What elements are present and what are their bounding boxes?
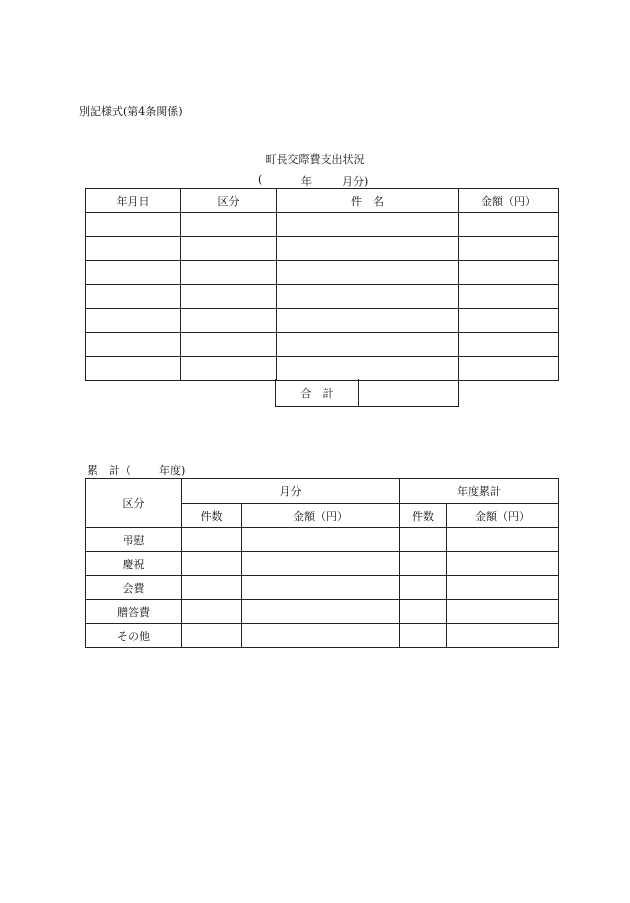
document-title: 町長交際費支出状況	[265, 153, 365, 166]
header-category: 区分	[86, 479, 182, 528]
header-month-count: 件数	[182, 504, 242, 528]
total-amount-cell[interactable]	[359, 379, 459, 407]
cell-year-count[interactable]	[400, 528, 447, 552]
header-category: 区分	[181, 189, 277, 213]
cell-subject[interactable]	[277, 261, 459, 285]
cell-date[interactable]	[86, 357, 181, 381]
cell-amount[interactable]	[459, 333, 559, 357]
cell-month-amount[interactable]	[242, 600, 400, 624]
cell-category[interactable]	[181, 213, 277, 237]
cell-amount[interactable]	[459, 357, 559, 381]
cell-date[interactable]	[86, 261, 181, 285]
table-row	[86, 552, 559, 576]
cell-month-amount[interactable]	[242, 624, 400, 648]
cell-subject[interactable]	[277, 285, 459, 309]
cell-month-count[interactable]	[182, 624, 242, 648]
table-row	[86, 309, 559, 333]
expense-table-header	[86, 189, 559, 213]
cell-month-amount[interactable]	[242, 552, 400, 576]
table-row	[86, 576, 559, 600]
cell-amount[interactable]	[459, 261, 559, 285]
cell-amount[interactable]	[459, 213, 559, 237]
cell-date[interactable]	[86, 309, 181, 333]
header-year-count: 件数	[400, 504, 447, 528]
header-subject: 件 名	[277, 189, 459, 213]
cell-year-count[interactable]	[400, 624, 447, 648]
cell-year-amount[interactable]	[447, 528, 559, 552]
cell-category[interactable]	[181, 237, 277, 261]
table-row	[86, 285, 559, 309]
table-row	[86, 333, 559, 357]
header-month-group: 月分	[182, 479, 400, 504]
cell-year-count[interactable]	[400, 576, 447, 600]
cell-month-amount[interactable]	[242, 528, 400, 552]
cell-year-amount[interactable]	[447, 552, 559, 576]
header-year-amount: 金額（円）	[447, 504, 559, 528]
period-year-label: 年	[301, 175, 312, 188]
total-table	[275, 379, 459, 407]
cell-month-count[interactable]	[182, 600, 242, 624]
cell-date[interactable]	[86, 285, 181, 309]
table-row	[86, 261, 559, 285]
table-row	[86, 600, 559, 624]
cumulative-label-part1: 累	[87, 464, 98, 477]
cell-year-count[interactable]	[400, 552, 447, 576]
total-label: 合 計	[276, 379, 359, 407]
header-year-group: 年度累計	[400, 479, 559, 504]
table-row	[86, 624, 559, 648]
table-row	[86, 237, 559, 261]
cell-month-count[interactable]	[182, 528, 242, 552]
cell-date[interactable]	[86, 213, 181, 237]
cumulative-label-part3: 年度)	[159, 464, 186, 477]
cell-date[interactable]	[86, 237, 181, 261]
header-date: 年月日	[86, 189, 181, 213]
row-label-congratulation: 慶祝	[86, 552, 182, 576]
cumulative-table	[85, 478, 559, 648]
cell-subject[interactable]	[277, 357, 459, 381]
cell-year-amount[interactable]	[447, 576, 559, 600]
form-reference: 別記様式(第4条関係)	[79, 105, 183, 118]
row-label-gifts: 贈答費	[86, 600, 182, 624]
cumulative-header-top	[86, 479, 559, 504]
table-row	[86, 528, 559, 552]
cell-year-amount[interactable]	[447, 600, 559, 624]
total-row	[276, 379, 459, 407]
cell-amount[interactable]	[459, 237, 559, 261]
cell-category[interactable]	[181, 333, 277, 357]
expense-table	[85, 188, 559, 381]
period-month-label: 月分)	[342, 175, 369, 188]
cell-category[interactable]	[181, 285, 277, 309]
cell-year-count[interactable]	[400, 600, 447, 624]
cell-subject[interactable]	[277, 237, 459, 261]
cell-date[interactable]	[86, 333, 181, 357]
cell-category[interactable]	[181, 261, 277, 285]
cell-category[interactable]	[181, 357, 277, 381]
cell-year-amount[interactable]	[447, 624, 559, 648]
row-label-condolence: 弔慰	[86, 528, 182, 552]
row-label-fees: 会費	[86, 576, 182, 600]
row-label-other: その他	[86, 624, 182, 648]
cell-subject[interactable]	[277, 213, 459, 237]
cell-month-count[interactable]	[182, 552, 242, 576]
cell-amount[interactable]	[459, 285, 559, 309]
table-row	[86, 357, 559, 381]
cell-month-amount[interactable]	[242, 576, 400, 600]
table-row	[86, 213, 559, 237]
cumulative-label-part2: 計（	[109, 464, 131, 477]
cell-month-count[interactable]	[182, 576, 242, 600]
cell-amount[interactable]	[459, 309, 559, 333]
header-month-amount: 金額（円）	[242, 504, 400, 528]
cell-subject[interactable]	[277, 333, 459, 357]
period-open: (	[258, 173, 263, 186]
cell-subject[interactable]	[277, 309, 459, 333]
header-amount: 金額（円）	[459, 189, 559, 213]
cell-category[interactable]	[181, 309, 277, 333]
